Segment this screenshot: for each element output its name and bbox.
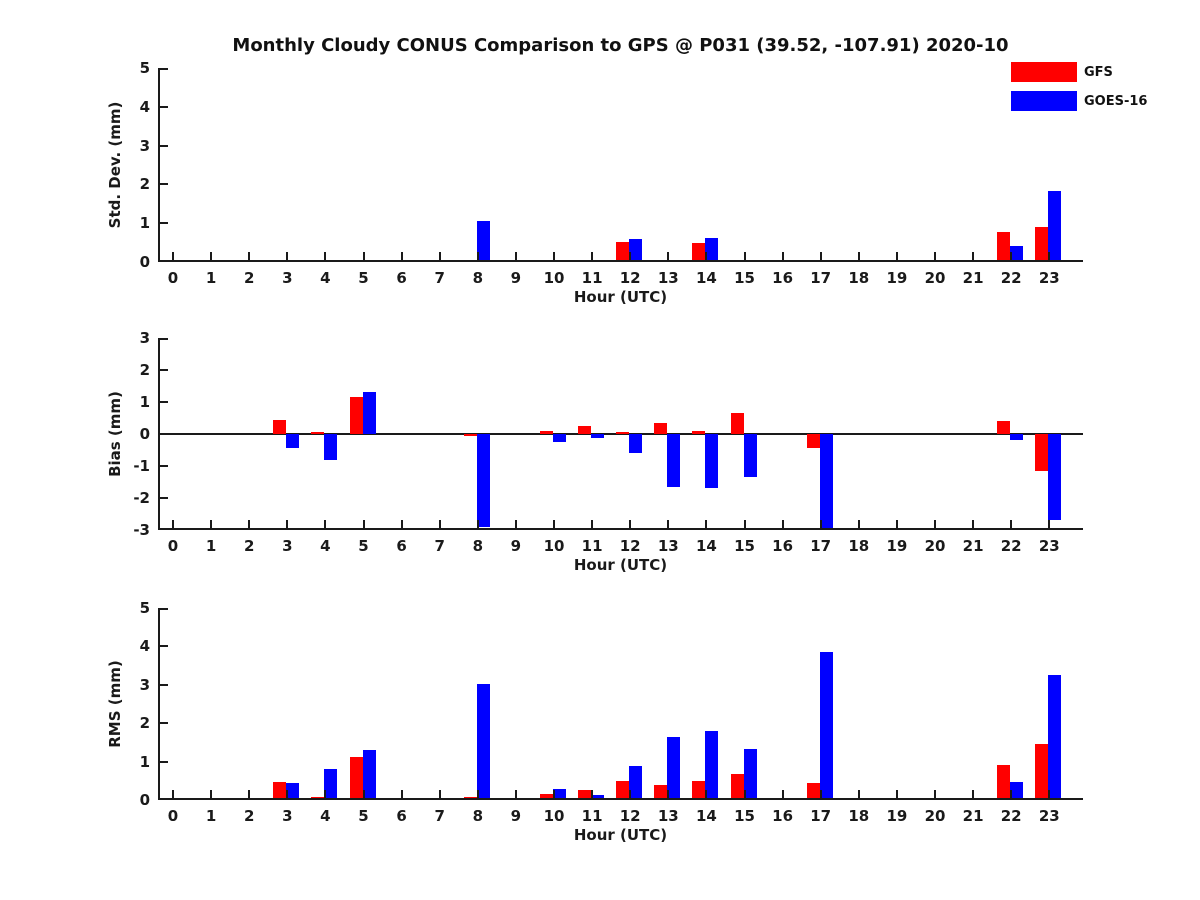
x-tick xyxy=(172,520,174,528)
y-tick-label: 3 xyxy=(139,675,150,694)
x-tick xyxy=(705,790,707,798)
x-tick-label: 16 xyxy=(772,807,794,825)
x-tick-label: 5 xyxy=(358,537,369,555)
y-tick-label: 0 xyxy=(139,253,150,271)
x-tick-label: 10 xyxy=(543,269,565,287)
x-axis-line xyxy=(158,798,1083,800)
x-tick-label: 18 xyxy=(848,537,870,555)
y-tick xyxy=(160,222,168,224)
x-tick xyxy=(553,252,555,260)
bar-goes-16-hour-14 xyxy=(705,434,718,488)
x-tick xyxy=(515,252,517,260)
y-axis-label-bias: Bias (mm) xyxy=(106,391,124,477)
x-tick xyxy=(324,520,326,528)
x-tick-label: 21 xyxy=(962,807,984,825)
x-tick-label: 7 xyxy=(434,537,445,555)
x-tick-label: 22 xyxy=(1000,807,1022,825)
x-tick-label: 9 xyxy=(510,537,522,555)
bar-gfs-hour-22 xyxy=(997,421,1010,434)
x-tick-label: 17 xyxy=(810,269,832,287)
x-tick-label: 14 xyxy=(695,537,717,555)
x-tick-label: 18 xyxy=(848,807,870,825)
x-tick xyxy=(972,520,974,528)
x-tick xyxy=(210,252,212,260)
x-tick-label: 11 xyxy=(581,807,603,825)
x-tick xyxy=(439,252,441,260)
bar-goes-16-hour-5 xyxy=(363,392,376,434)
y-tick-label: 2 xyxy=(139,361,150,379)
x-tick xyxy=(820,252,822,260)
x-tick-label: 23 xyxy=(1038,537,1060,555)
bar-goes-16-hour-23 xyxy=(1048,434,1061,520)
y-axis-label-rms: RMS (mm) xyxy=(106,660,124,748)
x-tick xyxy=(363,790,365,798)
y-tick xyxy=(160,338,168,340)
x-tick-label: 2 xyxy=(243,269,255,287)
x-tick xyxy=(591,520,593,528)
bar-gfs-hour-15 xyxy=(731,413,744,434)
x-tick xyxy=(934,520,936,528)
x-tick-label: 12 xyxy=(619,269,641,287)
x-tick xyxy=(286,790,288,798)
bar-gfs-hour-5 xyxy=(350,757,363,800)
bar-gfs-hour-15 xyxy=(731,774,744,800)
x-tick xyxy=(401,252,403,260)
x-tick-label: 4 xyxy=(320,269,331,287)
x-tick xyxy=(210,790,212,798)
bar-gfs-hour-23 xyxy=(1035,227,1048,262)
y-tick xyxy=(160,401,168,403)
x-tick-label: 13 xyxy=(657,269,679,287)
x-tick xyxy=(896,790,898,798)
y-tick-label: 1 xyxy=(139,752,150,771)
chart-title: Monthly Cloudy CONUS Comparison to GPS @ P031 (39.52, -107.91) 2020-10 xyxy=(232,35,1009,56)
y-tick-label: 0 xyxy=(139,425,150,443)
bar-goes-16-hour-22 xyxy=(1010,434,1023,440)
bar-gfs-hour-10 xyxy=(540,431,553,434)
x-tick xyxy=(858,520,860,528)
x-tick xyxy=(820,790,822,798)
x-tick xyxy=(477,520,479,528)
x-tick-label: 8 xyxy=(472,807,484,825)
y-tick xyxy=(160,684,168,686)
x-tick xyxy=(667,790,669,798)
bar-goes-16-hour-11 xyxy=(591,434,604,438)
x-tick xyxy=(553,520,555,528)
x-tick xyxy=(324,252,326,260)
x-tick xyxy=(439,790,441,798)
y-tick-label: -1 xyxy=(133,457,150,475)
bar-gfs-hour-22 xyxy=(997,232,1010,262)
x-tick-label: 22 xyxy=(1000,269,1022,287)
x-tick-label: 19 xyxy=(886,807,908,825)
y-tick xyxy=(160,761,168,763)
x-tick-label: 19 xyxy=(886,269,908,287)
x-tick xyxy=(401,790,403,798)
x-tick-label: 16 xyxy=(772,537,794,555)
x-tick-label: 1 xyxy=(205,269,217,287)
y-tick xyxy=(160,465,168,467)
x-tick xyxy=(629,252,631,260)
x-tick xyxy=(629,790,631,798)
y-tick xyxy=(160,145,168,147)
x-tick-label: 23 xyxy=(1038,807,1060,825)
x-tick xyxy=(782,252,784,260)
bar-goes-16-hour-8 xyxy=(477,684,490,800)
x-tick-label: 3 xyxy=(282,269,293,287)
x-tick-label: 17 xyxy=(810,807,832,825)
x-axis-label-hour-utc: Hour (UTC) xyxy=(573,826,668,844)
x-tick xyxy=(896,252,898,260)
x-tick-label: 1 xyxy=(205,807,217,825)
x-tick xyxy=(248,252,250,260)
bar-gfs-hour-12 xyxy=(616,432,629,434)
bar-gfs-hour-23 xyxy=(1035,434,1048,471)
x-tick-label: 12 xyxy=(619,537,641,555)
x-tick xyxy=(744,252,746,260)
x-tick-label: 3 xyxy=(282,807,293,825)
x-tick xyxy=(363,520,365,528)
y-tick-label: 4 xyxy=(139,97,150,116)
y-tick-label: 0 xyxy=(139,791,150,809)
x-tick xyxy=(363,252,365,260)
x-tick-label: 6 xyxy=(396,269,407,287)
x-tick-label: 22 xyxy=(1000,537,1022,555)
x-tick-label: 0 xyxy=(167,537,179,555)
bar-goes-16-hour-17 xyxy=(820,652,833,800)
x-tick xyxy=(934,790,936,798)
x-tick xyxy=(1010,790,1012,798)
x-tick-label: 1 xyxy=(205,537,217,555)
y-tick xyxy=(160,433,168,435)
x-tick xyxy=(667,520,669,528)
x-tick xyxy=(1010,252,1012,260)
subplot-rms xyxy=(106,599,1083,844)
x-tick xyxy=(744,790,746,798)
x-tick-label: 8 xyxy=(472,537,484,555)
x-tick xyxy=(782,520,784,528)
x-tick-label: 2 xyxy=(243,537,255,555)
y-tick-label: 1 xyxy=(139,214,150,233)
x-tick xyxy=(667,252,669,260)
x-tick-label: 10 xyxy=(543,537,565,555)
bar-gfs-hour-23 xyxy=(1035,744,1048,800)
subplot-bias xyxy=(106,329,1083,574)
x-tick xyxy=(477,790,479,798)
x-tick xyxy=(858,252,860,260)
x-tick-label: 20 xyxy=(924,537,946,555)
x-tick-label: 14 xyxy=(695,269,717,287)
bar-gfs-hour-13 xyxy=(654,423,667,434)
y-tick xyxy=(160,528,168,530)
x-tick xyxy=(1010,520,1012,528)
x-axis-line xyxy=(158,260,1083,262)
x-tick-label: 0 xyxy=(167,807,179,825)
x-tick-label: 2 xyxy=(243,807,255,825)
x-tick-label: 6 xyxy=(396,807,407,825)
bar-gfs-hour-14 xyxy=(692,431,705,434)
y-tick-label: -3 xyxy=(133,521,150,539)
x-tick xyxy=(934,252,936,260)
x-tick xyxy=(324,790,326,798)
x-tick xyxy=(591,252,593,260)
x-tick-label: 9 xyxy=(510,807,522,825)
x-tick-label: 11 xyxy=(581,537,603,555)
x-tick-label: 3 xyxy=(282,537,293,555)
x-tick-label: 20 xyxy=(924,807,946,825)
bar-goes-16-hour-12 xyxy=(629,434,642,453)
bar-gfs-hour-17 xyxy=(807,434,820,448)
x-tick xyxy=(705,252,707,260)
x-tick-label: 21 xyxy=(962,269,984,287)
x-tick xyxy=(972,252,974,260)
y-tick-label: 3 xyxy=(139,329,150,347)
x-tick-label: 19 xyxy=(886,537,908,555)
x-tick-label: 15 xyxy=(734,537,755,555)
bar-gfs-hour-11 xyxy=(578,426,591,434)
x-tick-label: 11 xyxy=(581,269,603,287)
x-tick-label: 20 xyxy=(924,269,946,287)
y-tick-label: 2 xyxy=(139,714,150,733)
x-tick xyxy=(515,790,517,798)
y-tick xyxy=(160,608,168,610)
x-tick xyxy=(972,790,974,798)
x-tick xyxy=(782,790,784,798)
x-tick xyxy=(172,790,174,798)
bar-goes-16-hour-8 xyxy=(477,434,490,527)
x-axis-line xyxy=(158,528,1083,530)
bar-gfs-hour-4 xyxy=(311,432,324,434)
x-tick-label: 18 xyxy=(848,269,870,287)
bar-gfs-hour-22 xyxy=(997,765,1010,800)
y-tick-label: 5 xyxy=(139,599,150,617)
bar-gfs-hour-8 xyxy=(464,434,477,436)
x-tick-label: 15 xyxy=(734,807,755,825)
legend-label-gfs: GFS xyxy=(1084,64,1113,80)
x-tick-label: 13 xyxy=(657,807,679,825)
x-tick xyxy=(477,252,479,260)
x-tick-label: 6 xyxy=(396,537,407,555)
x-tick xyxy=(286,252,288,260)
y-tick xyxy=(160,260,168,262)
x-tick xyxy=(591,790,593,798)
y-tick xyxy=(160,68,168,70)
x-tick xyxy=(896,520,898,528)
x-tick-label: 12 xyxy=(619,807,641,825)
x-tick xyxy=(820,520,822,528)
x-tick xyxy=(515,520,517,528)
x-tick-label: 13 xyxy=(657,537,679,555)
y-tick xyxy=(160,722,168,724)
y-tick-label: 2 xyxy=(139,175,150,194)
x-tick xyxy=(401,520,403,528)
x-tick-label: 16 xyxy=(772,269,794,287)
y-tick-label: 1 xyxy=(139,393,150,411)
y-tick-label: 4 xyxy=(139,637,150,656)
bar-gfs-hour-5 xyxy=(350,397,363,434)
bar-goes-16-hour-15 xyxy=(744,434,757,477)
bar-goes-16-hour-4 xyxy=(324,434,337,460)
x-tick-label: 17 xyxy=(810,537,832,555)
y-tick-label: -2 xyxy=(133,489,150,507)
x-tick xyxy=(1048,252,1050,260)
y-axis-line xyxy=(158,68,160,262)
y-axis-label-std-dev: Std. Dev. (mm) xyxy=(106,101,124,229)
x-tick-label: 21 xyxy=(962,537,984,555)
bar-goes-16-hour-13 xyxy=(667,434,680,487)
bar-gfs-hour-3 xyxy=(273,420,286,434)
bar-goes-16-hour-3 xyxy=(286,434,299,448)
y-tick xyxy=(160,183,168,185)
y-tick xyxy=(160,369,168,371)
x-axis-label-hour-utc: Hour (UTC) xyxy=(573,556,668,574)
x-tick xyxy=(705,520,707,528)
x-tick-label: 0 xyxy=(167,269,179,287)
x-tick xyxy=(629,520,631,528)
x-tick xyxy=(1048,790,1050,798)
x-tick-label: 5 xyxy=(358,807,369,825)
x-tick xyxy=(210,520,212,528)
x-tick xyxy=(172,252,174,260)
y-tick-label: 5 xyxy=(139,59,150,77)
x-tick-label: 14 xyxy=(695,807,717,825)
y-tick-label: 3 xyxy=(139,136,150,155)
legend-label-goes16: GOES-16 xyxy=(1084,93,1148,109)
bar-goes-16-hour-10 xyxy=(553,434,566,442)
bar-goes-16-hour-23 xyxy=(1048,675,1061,800)
x-tick xyxy=(744,520,746,528)
y-tick xyxy=(160,645,168,647)
x-tick xyxy=(858,790,860,798)
x-tick-label: 15 xyxy=(734,269,755,287)
x-tick-label: 23 xyxy=(1038,269,1060,287)
y-axis-line xyxy=(158,608,160,800)
y-tick xyxy=(160,106,168,108)
x-tick xyxy=(553,790,555,798)
x-tick-label: 7 xyxy=(434,807,445,825)
x-tick xyxy=(248,790,250,798)
x-tick xyxy=(1048,520,1050,528)
x-tick xyxy=(248,520,250,528)
bar-gfs-hour-12 xyxy=(616,242,629,262)
x-tick xyxy=(286,520,288,528)
y-tick xyxy=(160,798,168,800)
x-tick-label: 5 xyxy=(358,269,369,287)
y-tick xyxy=(160,497,168,499)
x-tick-label: 10 xyxy=(543,807,565,825)
subplot-std-dev xyxy=(106,59,1083,306)
x-tick-label: 4 xyxy=(320,807,331,825)
x-tick-label: 8 xyxy=(472,269,484,287)
x-tick-label: 4 xyxy=(320,537,331,555)
x-tick-label: 9 xyxy=(510,269,522,287)
x-axis-label-hour-utc: Hour (UTC) xyxy=(573,288,668,306)
bar-goes-16-hour-17 xyxy=(820,434,833,530)
x-tick-label: 7 xyxy=(434,269,445,287)
x-tick xyxy=(439,520,441,528)
